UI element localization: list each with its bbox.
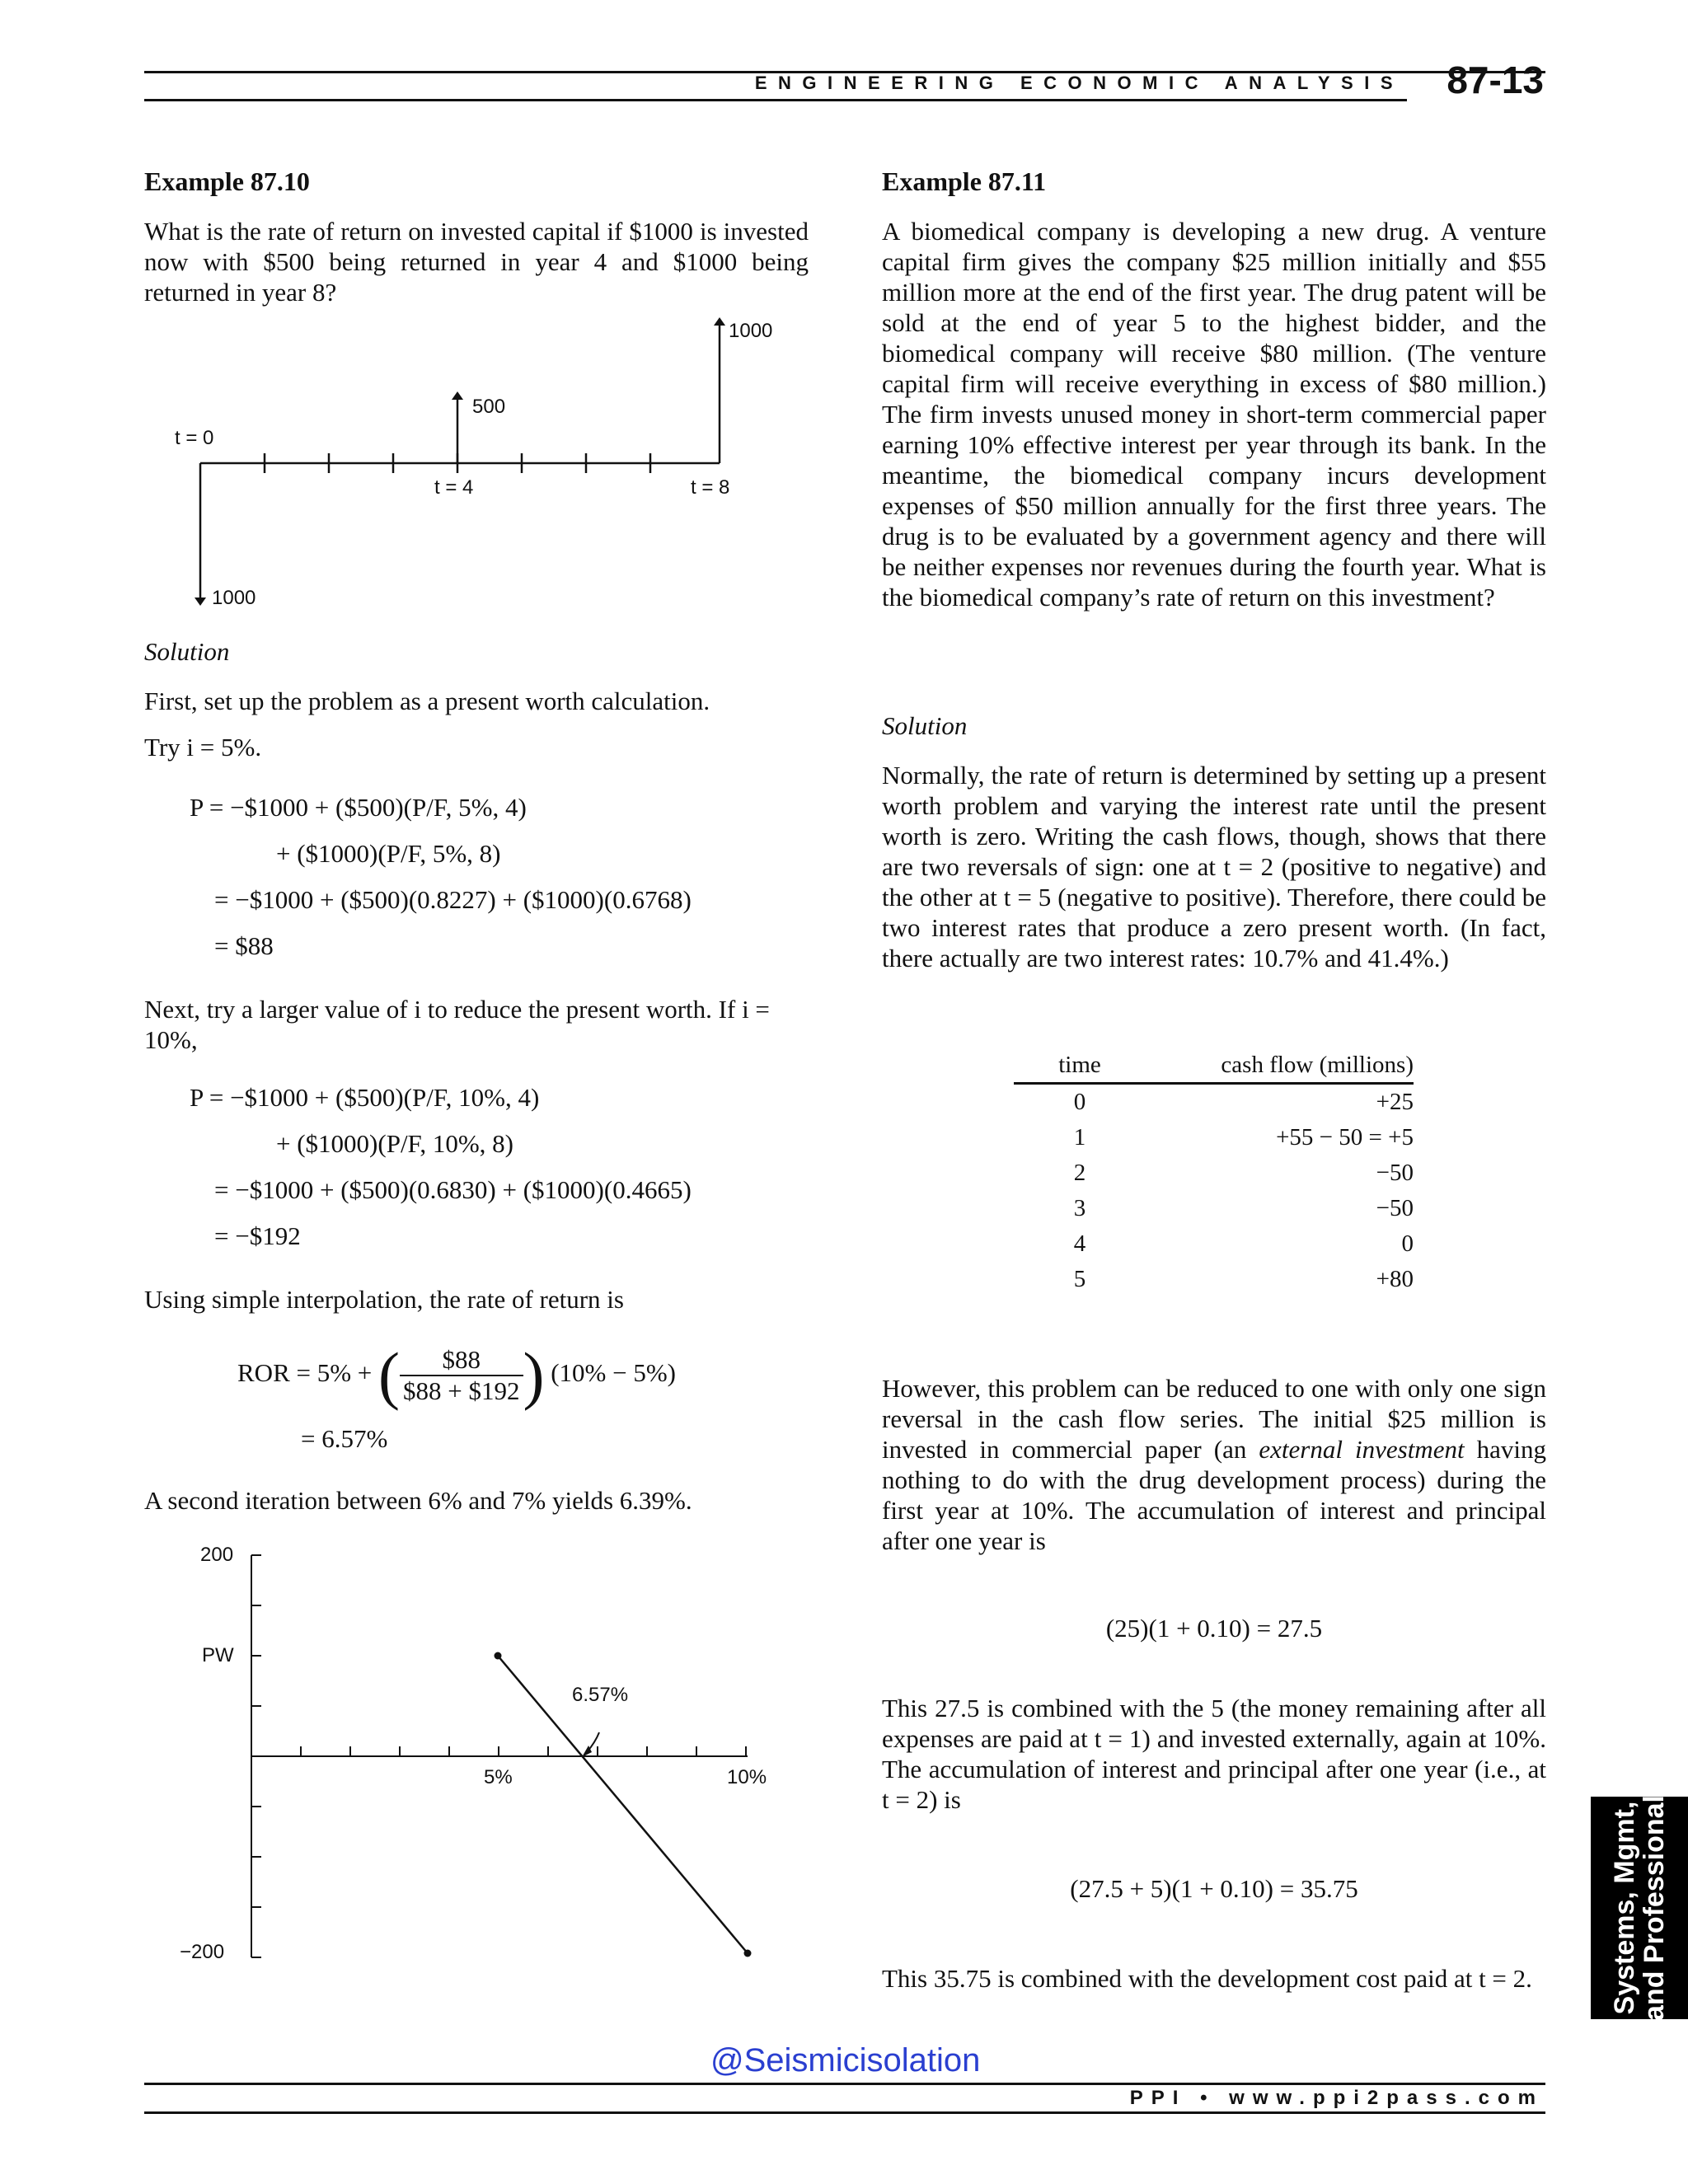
equation-10pct-line-4: = −$192 xyxy=(214,1221,301,1250)
ror-fraction xyxy=(400,1345,523,1406)
table-row xyxy=(1014,1191,1414,1226)
label-t4: t = 4 xyxy=(434,476,474,499)
page-number: 87-13 xyxy=(1447,59,1544,101)
ror-rhs: (10% − 5%) xyxy=(551,1358,677,1388)
ror-lhs: ROR = 5% + xyxy=(237,1358,373,1388)
point-10pct xyxy=(744,1950,752,1957)
solution-text-4: Using simple interpolation, the rate of return is xyxy=(144,1285,624,1314)
equation-5pct-line-1: P = −$1000 + ($500)(P/F, 5%, 4) xyxy=(190,793,527,822)
footer-bottom-rule xyxy=(144,2111,1545,2114)
graph-y-label-200: 200 xyxy=(200,1544,234,1566)
table-cell-cash-flow: +55 − 50 = +5 xyxy=(1276,1124,1414,1151)
table-row xyxy=(1014,1155,1414,1191)
table-cell-time: 5 xyxy=(1073,1266,1086,1292)
ror-equation xyxy=(237,1338,676,1413)
solution-text-5: A second iteration between 6% and 7% yields 6.39%. xyxy=(144,1486,692,1515)
table-row xyxy=(1014,1226,1414,1262)
example-87-11-solution-text-3: This 27.5 is combined with the 5 (the money remaining after all expenses are paid at t = 1) and invested externally, again at 10%. The accumulation of interest and principal after one year (i.e., at t = 2) is xyxy=(882,1694,1546,1814)
text-segment: having nothing to do with the drug development process) during the first year at 10%. The accumulation of interest and principal after one year is xyxy=(882,1435,1546,1555)
label-500: 500 xyxy=(472,396,506,418)
header-bottom-rule xyxy=(144,99,1407,101)
solution-label-87-11: Solution xyxy=(882,711,968,740)
equation-5pct-line-3: = −$1000 + ($500)(0.8227) + ($1000)(0.6768) xyxy=(214,885,692,914)
solution-label-87-10: Solution xyxy=(144,637,230,666)
graph-x-ticks xyxy=(301,1746,746,1756)
ror-result: = 6.57% xyxy=(301,1424,388,1453)
table-cell-time: 2 xyxy=(1073,1160,1086,1186)
equation-5pct-line-4: = $88 xyxy=(214,931,274,960)
present-worth-graph xyxy=(144,1541,809,1970)
point-5pct xyxy=(495,1652,502,1660)
section-side-tab-text xyxy=(1610,1795,1669,2021)
table-row xyxy=(1014,1085,1414,1120)
graph-y-label-pw: PW xyxy=(202,1644,234,1666)
example-87-11-solution-text-4: This 35.75 is combined with the development cost paid at t = 2. xyxy=(882,1964,1532,1993)
label-t8: t = 8 xyxy=(691,476,730,499)
footer-top-rule xyxy=(144,2083,1545,2085)
example-87-10-title: Example 87.10 xyxy=(144,166,310,196)
table-cell-time: 0 xyxy=(1073,1089,1086,1115)
cash-flow-table xyxy=(1014,1052,1414,1297)
equation-5pct-line-2: + ($1000)(P/F, 5%, 8) xyxy=(276,839,501,868)
table-row xyxy=(1014,1262,1414,1297)
label-1000-down: 1000 xyxy=(212,587,256,609)
table-cell-time: 3 xyxy=(1073,1195,1086,1221)
solution-text-3: Next, try a larger value of i to reduce the present worth. If i = 10%, xyxy=(144,995,770,1054)
table-cell-time: 4 xyxy=(1073,1230,1086,1257)
example-87-11-title: Example 87.11 xyxy=(882,166,1047,196)
equation-10pct-line-3: = −$1000 + ($500)(0.6830) + ($1000)(0.4665) xyxy=(214,1175,692,1204)
cash-flow-diagram xyxy=(144,309,809,618)
equation-10pct-line-1: P = −$1000 + ($500)(P/F, 10%, 4) xyxy=(190,1083,540,1112)
solution-text-1: First, set up the problem as a present worth calculation. xyxy=(144,687,710,715)
side-tab-line-1: Systems, Mgmt, xyxy=(1609,1801,1640,2015)
table-cell-cash-flow: −50 xyxy=(1376,1195,1414,1221)
ror-denominator: $88 + $192 xyxy=(403,1376,520,1405)
header-cash-flow: cash flow (millions) xyxy=(1221,1052,1414,1078)
text-italic-external-investment: external investment xyxy=(1259,1435,1465,1464)
ror-numerator: $88 xyxy=(400,1345,523,1376)
graph-x-label-5pct: 5% xyxy=(484,1766,513,1788)
graph-crossing-label: 6.57% xyxy=(572,1684,629,1706)
table-cell-time: 1 xyxy=(1073,1124,1086,1151)
equation-10pct-line-2: + ($1000)(P/F, 10%, 8) xyxy=(276,1129,513,1158)
graph-y-label-neg200: −200 xyxy=(180,1941,225,1963)
table-row xyxy=(1014,1120,1414,1155)
example-87-11-equation-1: (25)(1 + 0.10) = 27.5 xyxy=(1105,1614,1323,1643)
solution-text-2: Try i = 5%. xyxy=(144,733,262,762)
header-time: time xyxy=(1058,1052,1101,1078)
table-cell-cash-flow: +80 xyxy=(1376,1266,1414,1292)
left-paren: ( xyxy=(378,1339,401,1411)
example-87-10-problem: What is the rate of return on invested capital if $1000 is invested now with $500 being returned in year 4 and $1000 being returned in year 8? xyxy=(144,217,809,307)
example-87-11-solution-text-1: Normally, the rate of return is determined by setting up a present worth problem and varying the interest rate until the present worth is zero. Writing the cash flows, though, shows that there are two reversals of sign: one at t = 2 (positive to negative) and the other at t = 5 (negative to positive). Therefore, there could be two interest rates that produce a zero present worth. (In fact, there actually are two interest rates: 10.7% and 41.4%.) xyxy=(882,761,1546,972)
table-cell-cash-flow: −50 xyxy=(1376,1160,1414,1186)
example-87-11-equation-2: (27.5 + 5)(1 + 0.10) = 35.75 xyxy=(1070,1874,1358,1903)
example-87-11-solution-text-2 xyxy=(882,1373,1546,1556)
section-side-tab xyxy=(1591,1797,1688,2019)
running-title: ENGINEERING ECONOMIC ANALYSIS xyxy=(754,73,1404,93)
graph-x-label-10pct: 10% xyxy=(727,1766,767,1788)
example-87-11-problem: A biomedical company is developing a new drug. A venture capital firm gives the company $25 million initially and $55 million more at the end of the first year. The drug patent will be sold at the end of year 5 to the highest bidder, and the biomedical company will receive $80 million. (The venture capital firm will receive everything in excess of $80 million.) The firm invests unused money in short-term commercial paper earning 10% effective interest per year through its bank. In the meantime, the biomedical company incurs development expenses of $50 million annually for the first three years. The drug is to be evaluated by a government agency and there will be neither expenses nor revenues during the fourth year. What is the biomedical company’s rate of return on this investment? xyxy=(882,217,1546,612)
footer-publisher: PPI • www.ppi2pass.com xyxy=(1129,2087,1544,2109)
side-tab-line-2: and Professional xyxy=(1639,1795,1670,2021)
label-t0: t = 0 xyxy=(175,427,214,449)
text-segment: However, this problem can be reduced to one with only one sign reversal in the cash flow series. The initial $25 million is invested in commercial paper (an xyxy=(882,1374,1546,1464)
table-cell-cash-flow: +25 xyxy=(1376,1089,1414,1115)
cash-flow-table-header xyxy=(1014,1052,1414,1085)
watermark: @Seismicisolation xyxy=(710,2042,981,2079)
right-paren: ) xyxy=(523,1339,545,1411)
table-cell-cash-flow: 0 xyxy=(1401,1230,1414,1257)
label-1000-up: 1000 xyxy=(729,320,773,342)
